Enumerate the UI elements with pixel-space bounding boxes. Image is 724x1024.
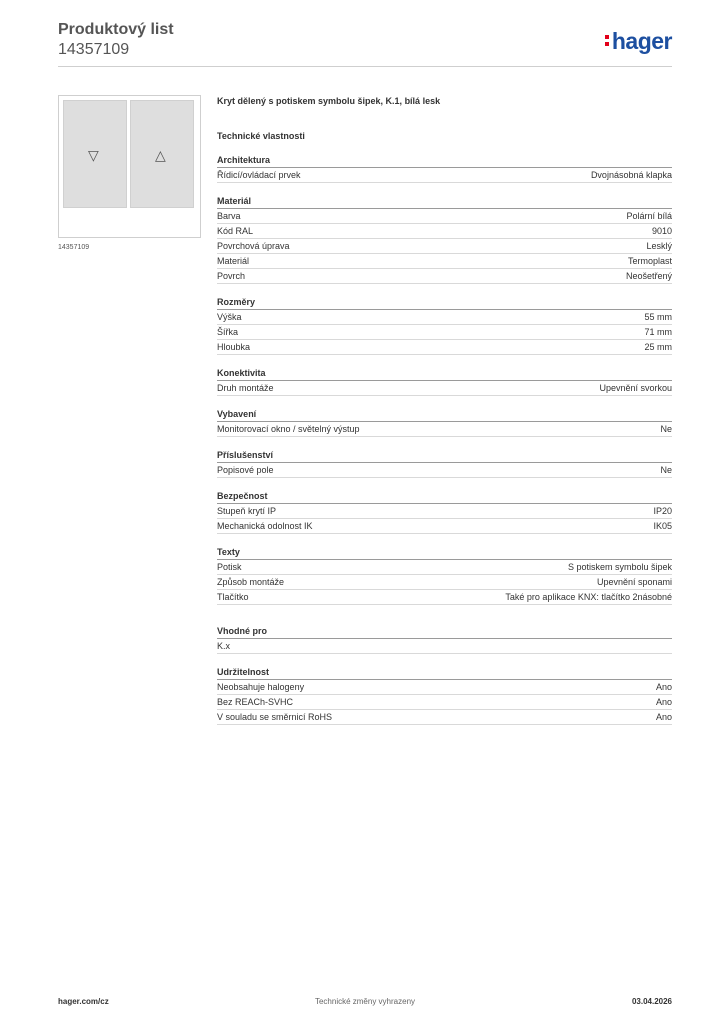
spec-row [217, 310, 672, 325]
spec-value: IK05 [653, 521, 672, 531]
spec-row [217, 519, 672, 534]
spec-row [217, 680, 672, 695]
spec-row [217, 560, 672, 575]
spec-value: Také pro aplikace KNX: tlačítko 2násobné [505, 592, 672, 602]
section-title: Vybavení [217, 408, 672, 422]
spec-value: 25 mm [644, 342, 672, 352]
spec-row [217, 639, 672, 654]
spec-label: Povrchová úprava [217, 241, 290, 251]
section-title: Rozměry [217, 296, 672, 310]
spec-value: Upevnění svorkou [599, 383, 672, 393]
spec-row [217, 381, 672, 396]
spec-section [217, 490, 672, 534]
spec-row [217, 209, 672, 224]
spec-label: Materiál [217, 256, 250, 266]
spec-value: Ano [655, 682, 672, 692]
section-title: Texty [217, 546, 672, 560]
spec-label: Kód RAL [217, 226, 254, 236]
rocker-left [63, 100, 127, 208]
spec-label: Způsob montáže [217, 577, 285, 587]
spec-section [217, 195, 672, 284]
arrow-up-icon: △ [155, 147, 166, 163]
product-image [58, 95, 201, 238]
spec-content [217, 95, 672, 725]
spec-value: 55 mm [644, 312, 672, 322]
section-title: Konektivita [217, 367, 672, 381]
spec-value: Termoplast [627, 256, 672, 266]
spec-value: Polární bílá [626, 211, 672, 221]
section-title: Vhodné pro [217, 625, 672, 639]
footer-site-link[interactable]: hager.com/cz [58, 997, 109, 1006]
spec-section [217, 546, 672, 605]
spec-row [217, 463, 672, 478]
spec-label: Stupeň krytí IP [217, 506, 277, 516]
product-title: Kryt dělený s potiskem symbolu šipek, K.1, bílá lesk [217, 96, 441, 106]
spec-label: Monitorovací okno / světelný výstup [217, 424, 360, 434]
spec-row [217, 168, 672, 183]
spec-section [217, 625, 672, 654]
spec-row [217, 254, 672, 269]
spec-label: Šířka [217, 327, 239, 337]
spec-label: Povrch [217, 271, 246, 281]
spec-row [217, 224, 672, 239]
spec-row [217, 710, 672, 725]
footer-date: 03.04.2026 [631, 997, 672, 1006]
image-caption: 14357109 [58, 244, 90, 251]
tech-heading: Technické vlastnosti [217, 131, 305, 141]
section-title: Architektura [217, 154, 672, 168]
spec-value: Dvojnásobná klapka [590, 170, 672, 180]
spec-label: Potisk [217, 562, 242, 572]
spec-value: Ne [660, 424, 672, 434]
spec-section [217, 408, 672, 437]
spec-value: Lesklý [646, 241, 672, 251]
spec-label: Mechanická odolnost IK [217, 521, 313, 531]
product-code: 14357109 [58, 41, 130, 58]
spec-label: Druh montáže [217, 383, 274, 393]
spec-label: Řídicí/ovládací prvek [217, 170, 301, 180]
spec-section [217, 296, 672, 355]
spec-section [217, 666, 672, 725]
spec-section [217, 449, 672, 478]
spec-row [217, 575, 672, 590]
spec-value: Ano [655, 712, 672, 722]
spec-label: V souladu se směrnicí RoHS [217, 712, 333, 722]
spec-section [217, 367, 672, 396]
spec-label: Výška [217, 312, 242, 322]
logo-dots-icon [605, 35, 609, 49]
section-title: Příslušenství [217, 449, 672, 463]
rocker-right [130, 100, 194, 208]
spec-row [217, 422, 672, 437]
spec-row [217, 325, 672, 340]
spec-label: Hloubka [217, 342, 251, 352]
spec-value: Ano [655, 697, 672, 707]
footer-note: Technické změny vyhrazeny [314, 997, 416, 1006]
spec-row [217, 504, 672, 519]
spec-label: Popisové pole [217, 465, 274, 475]
page-title: Produktový list [58, 21, 174, 38]
section-title: Udržitelnost [217, 666, 672, 680]
document-header [58, 20, 174, 60]
spec-value: 71 mm [644, 327, 672, 337]
spec-value: IP20 [653, 506, 672, 516]
spec-sections [217, 154, 672, 725]
spec-value: Neošetřený [625, 271, 672, 281]
spec-row [217, 340, 672, 355]
spec-value: Upevnění sponami [596, 577, 672, 587]
spec-label: Bez REACh-SVHC [217, 697, 294, 707]
section-title: Materiál [217, 195, 672, 209]
logo-text: hager [611, 28, 672, 54]
spec-label: Neobsahuje halogeny [217, 682, 305, 692]
spec-row [217, 269, 672, 284]
spec-row [217, 239, 672, 254]
spec-row [217, 695, 672, 710]
spec-label: Barva [217, 211, 241, 221]
arrow-down-icon: ▽ [88, 147, 99, 163]
spec-value: 9010 [651, 226, 672, 236]
header-divider [58, 66, 672, 67]
section-title: Bezpečnost [217, 490, 672, 504]
spec-label: K.x [217, 641, 231, 651]
spec-label: Tlačítko [217, 592, 249, 602]
spec-section [217, 154, 672, 183]
spec-value: Ne [660, 465, 672, 475]
hager-logo[interactable] [605, 28, 672, 55]
spec-value: S potiskem symbolu šipek [567, 562, 672, 572]
spec-row [217, 590, 672, 605]
